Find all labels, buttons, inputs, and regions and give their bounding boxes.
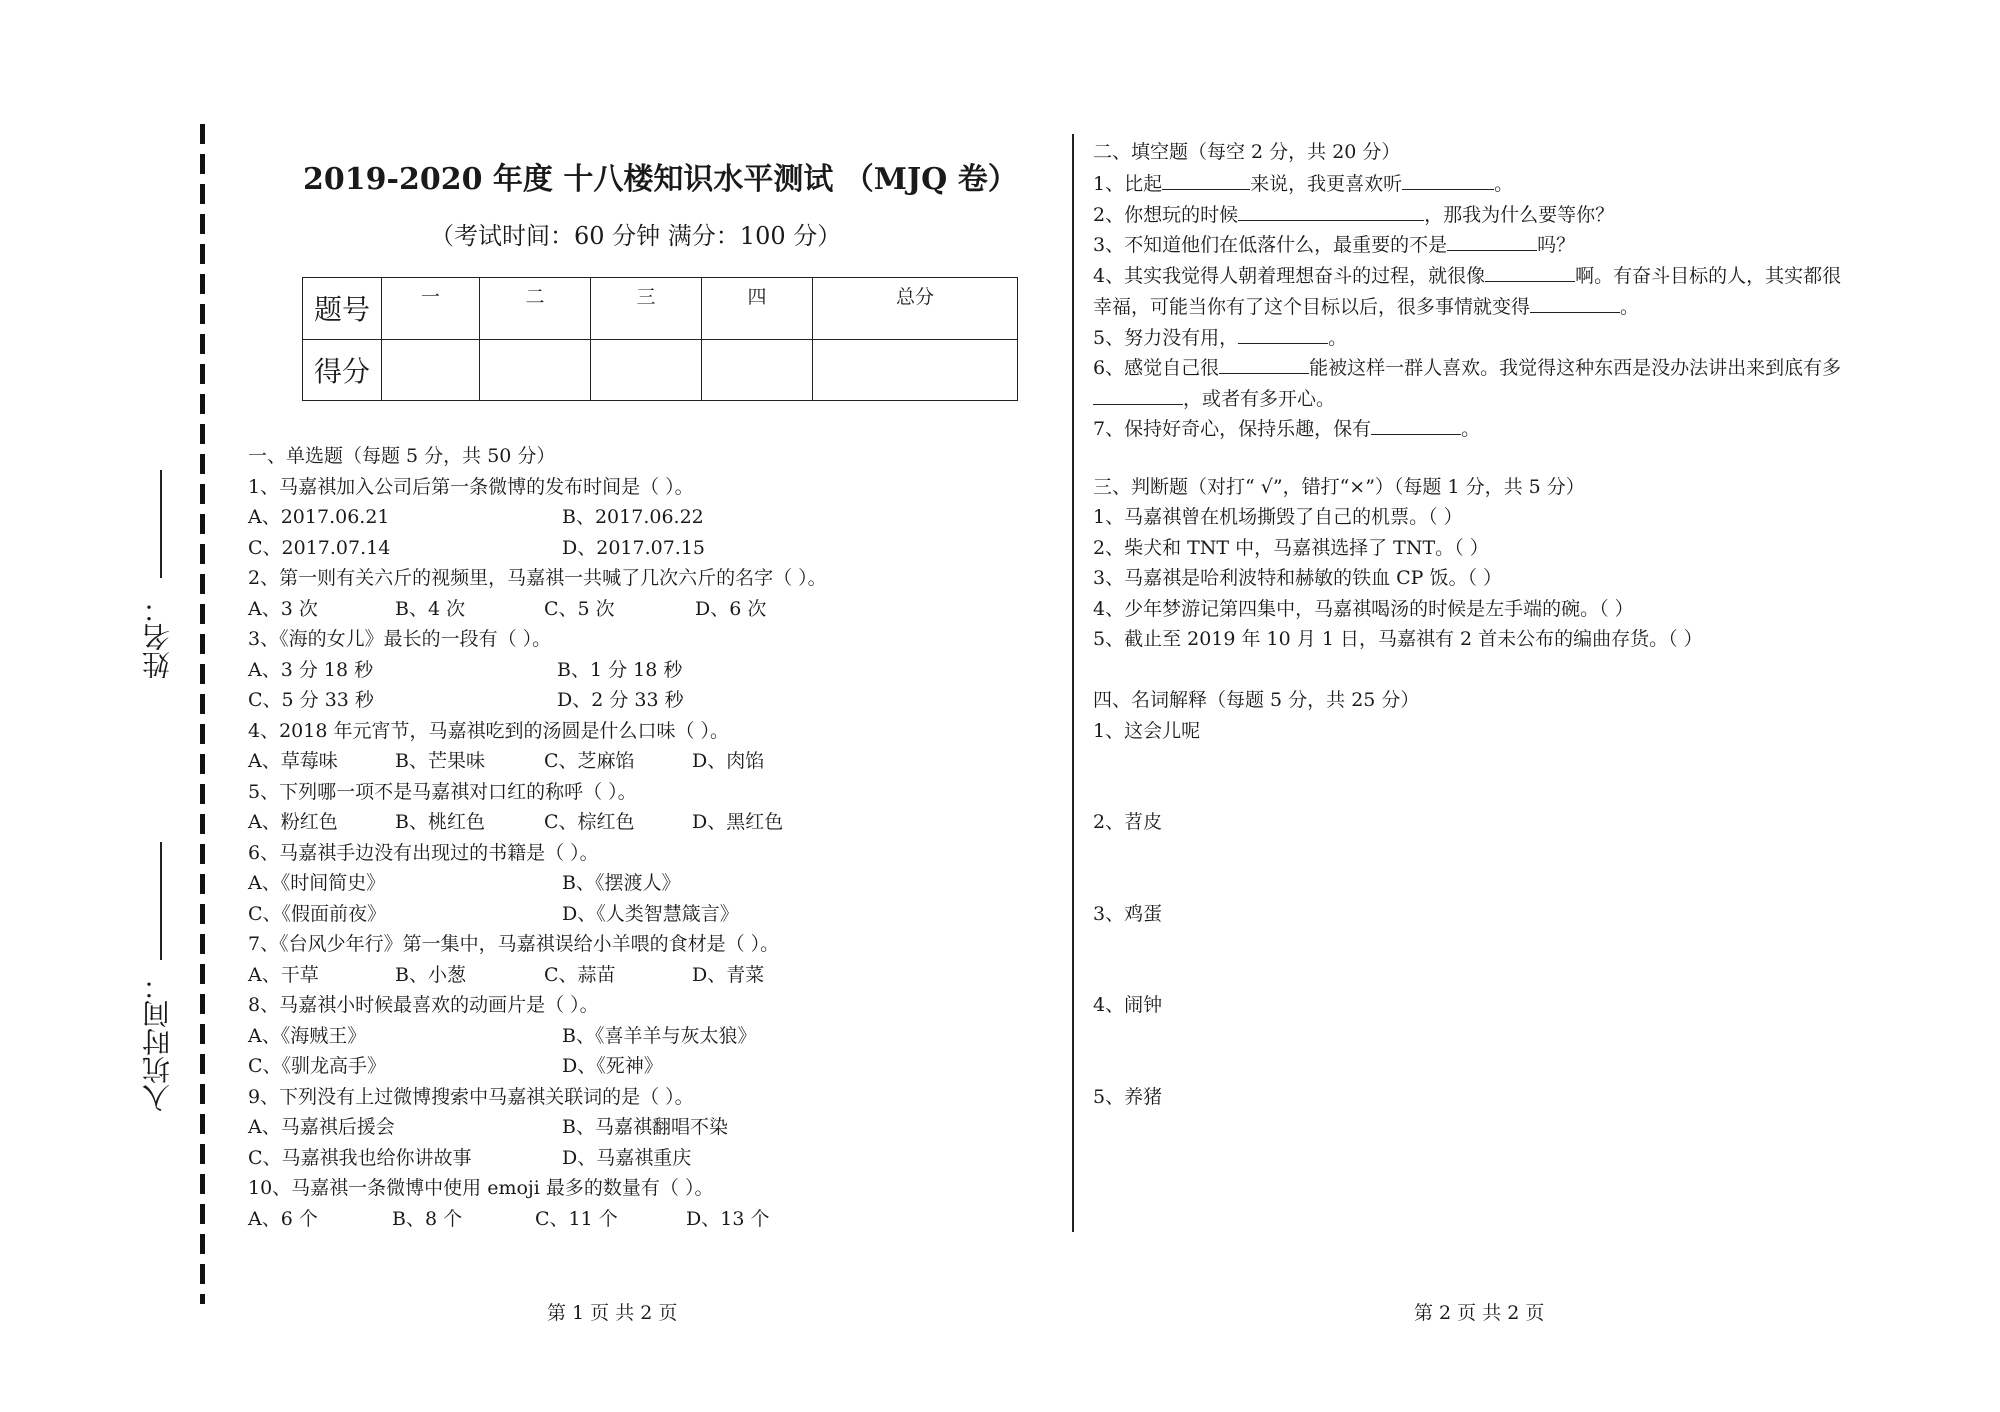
fill-text: 来说，我更喜欢听 (1250, 173, 1403, 195)
question-7: 7、《台风少年行》第一集中，马嘉祺误给小羊喂的食材是（ ）。 (248, 933, 780, 955)
fill-question-6 (1093, 358, 1841, 378)
question-6: 6、马嘉祺手边没有出现过的书籍是（ ）。 (248, 842, 599, 864)
option[interactable]: C、《假面前夜》 (248, 903, 387, 925)
option[interactable]: A、3 分 18 秒 (248, 659, 374, 681)
score-cell[interactable] (591, 339, 702, 401)
col-header-3: 三 (591, 278, 702, 340)
fill-text: 幸福，可能当你有了这个目标以后，很多事情就变得 (1093, 296, 1531, 318)
option[interactable]: C、棕红色 (544, 811, 635, 833)
option[interactable]: C、马嘉祺我也给你讲故事 (248, 1147, 472, 1169)
score-cell-total[interactable] (813, 339, 1018, 401)
fill-text: 吗？ (1537, 234, 1576, 256)
question-2: 2、第一则有关六斤的视频里，马嘉祺一共喊了几次六斤的名字（ ）。 (248, 567, 827, 589)
fill-question-5 (1093, 328, 1347, 348)
option[interactable]: B、马嘉祺翻唱不染 (562, 1116, 728, 1138)
score-table-row (303, 339, 1018, 401)
fill-blank[interactable] (1238, 205, 1424, 221)
option[interactable]: A、马嘉祺后援会 (248, 1116, 395, 1138)
fill-blank[interactable] (1219, 358, 1309, 374)
score-cell[interactable] (382, 339, 480, 401)
fill-text: 。 (1461, 418, 1481, 440)
fill-question-4-cont (1093, 297, 1639, 317)
term-item: 1、这会儿呢 (1093, 720, 1201, 742)
score-table-row (303, 278, 1018, 340)
fill-blank[interactable] (1485, 266, 1575, 282)
option[interactable]: B、《摆渡人》 (562, 872, 681, 894)
question-8: 8、马嘉祺小时候最喜欢的动画片是（ ）。 (248, 994, 599, 1016)
option[interactable]: B、芒果味 (395, 750, 485, 772)
fill-text: 。 (1620, 296, 1640, 318)
page-divider (1072, 134, 1074, 1232)
fill-text: 4、其实我觉得人朝着理想奋斗的过程，就很像 (1093, 265, 1486, 287)
fill-blank[interactable] (1530, 297, 1620, 313)
option[interactable]: C、11 个 (535, 1208, 618, 1230)
judge-item[interactable]: 2、柴犬和 TNT 中，马嘉祺选择了 TNT。（ ） (1093, 537, 1489, 559)
exam-title: 2019-2020 年度 十八楼知识水平测试 （MJQ 卷） (303, 162, 1018, 197)
fill-text: ，或者有多开心。 (1183, 388, 1336, 410)
option[interactable]: C、芝麻馅 (544, 750, 635, 772)
question-9: 9、下列没有上过微博搜索中马嘉祺关联词的是（ ）。 (248, 1086, 694, 1108)
option[interactable]: C、5 分 33 秒 (248, 689, 374, 711)
score-cell[interactable] (702, 339, 813, 401)
row-header-score: 得分 (303, 339, 382, 401)
judge-item[interactable]: 3、马嘉祺是哈利波特和赫敏的铁血 CP 饭。（ ） (1093, 567, 1503, 589)
option[interactable]: D、6 次 (695, 598, 767, 620)
option[interactable]: D、马嘉祺重庆 (562, 1147, 692, 1169)
fill-text: 7、保持好奇心，保持乐趣，保有 (1093, 418, 1372, 440)
term-item: 3、鸡蛋 (1093, 903, 1163, 925)
fill-text: 3、不知道他们在低落什么，最重要的不是 (1093, 234, 1448, 256)
option[interactable]: B、2017.06.22 (562, 506, 704, 528)
page-number-1: 第 1 页 共 2 页 (547, 1302, 678, 1324)
option[interactable]: A、《时间简史》 (248, 872, 386, 894)
fill-text: 1、比起 (1093, 173, 1163, 195)
term-item: 5、养猪 (1093, 1086, 1163, 1108)
option[interactable]: B、小葱 (395, 964, 466, 986)
col-header-1: 一 (382, 278, 480, 340)
option[interactable]: B、4 次 (395, 598, 466, 620)
option[interactable]: B、8 个 (392, 1208, 463, 1230)
fill-question-3 (1093, 235, 1575, 255)
fill-blank[interactable] (1162, 174, 1250, 190)
fill-question-2 (1093, 205, 1614, 225)
section3-title: 三、判断题（对打“ √”，错打“×”）（每题 1 分，共 5 分） (1093, 476, 1585, 498)
fill-question-4 (1093, 266, 1841, 286)
fill-blank[interactable] (1402, 174, 1494, 190)
binding-dashed-line (200, 124, 205, 1304)
col-header-4: 四 (702, 278, 813, 340)
fill-text: ，那我为什么要等你？ (1424, 204, 1615, 226)
option[interactable]: D、青菜 (692, 964, 765, 986)
option[interactable]: D、13 个 (686, 1208, 770, 1230)
entry-time-blank[interactable] (160, 842, 162, 960)
col-header-total: 总分 (813, 278, 1018, 340)
section1-title: 一、单选题（每题 5 分，共 50 分） (248, 445, 556, 467)
section2-title: 二、填空题（每空 2 分，共 20 分） (1093, 141, 1401, 163)
option[interactable]: C、蒜苗 (544, 964, 616, 986)
fill-text: 6、感觉自己很 (1093, 357, 1220, 379)
fill-question-7 (1093, 419, 1480, 439)
score-cell[interactable] (480, 339, 591, 401)
question-4: 4、2018 年元宵节，马嘉祺吃到的汤圆是什么口味（ ）。 (248, 720, 730, 742)
question-1: 1、马嘉祺加入公司后第一条微博的发布时间是（ ）。 (248, 476, 694, 498)
name-label: 姓名： (141, 595, 174, 679)
option[interactable]: B、1 分 18 秒 (557, 659, 683, 681)
option[interactable]: A、3 次 (248, 598, 318, 620)
entry-time-label: 入坑时间： (141, 972, 174, 1112)
option[interactable]: D、《死神》 (562, 1055, 663, 1077)
option[interactable]: C、《驯龙高手》 (248, 1055, 387, 1077)
option[interactable]: B、桃红色 (395, 811, 485, 833)
option[interactable]: B、《喜羊羊与灰太狼》 (562, 1025, 757, 1047)
option[interactable]: A、2017.06.21 (248, 506, 390, 528)
fill-text: 。 (1494, 173, 1514, 195)
option[interactable]: C、5 次 (544, 598, 615, 620)
option[interactable]: A、6 个 (248, 1208, 318, 1230)
option[interactable]: D、2 分 33 秒 (557, 689, 684, 711)
fill-text: 2、你想玩的时候 (1093, 204, 1239, 226)
fill-blank[interactable] (1447, 235, 1537, 251)
fill-text: 5、努力没有用， (1093, 327, 1239, 349)
fill-text: 。 (1328, 327, 1348, 349)
question-5: 5、下列哪一项不是马嘉祺对口红的称呼（ ）。 (248, 781, 637, 803)
page-number-2: 第 2 页 共 2 页 (1414, 1302, 1545, 1324)
score-table (302, 277, 1018, 401)
option[interactable]: A、《海贼王》 (248, 1025, 367, 1047)
exam-subtitle: （考试时间：60 分钟 满分：100 分） (430, 222, 842, 250)
option[interactable]: A、干草 (248, 964, 319, 986)
option[interactable]: D、2017.07.15 (562, 537, 706, 559)
section4-title: 四、名词解释（每题 5 分，共 25 分） (1093, 689, 1420, 711)
fill-blank[interactable] (1238, 328, 1328, 344)
fill-question-1 (1093, 174, 1513, 194)
option[interactable]: D、黑红色 (692, 811, 784, 833)
question-10: 10、马嘉祺一条微博中使用 emoji 最多的数量有（ ）。 (248, 1177, 714, 1199)
option[interactable]: D、《人类智慧箴言》 (562, 903, 739, 925)
judge-item[interactable]: 1、马嘉祺曾在机场撕毁了自己的机票。（ ） (1093, 506, 1463, 528)
col-header-2: 二 (480, 278, 591, 340)
term-item: 2、苕皮 (1093, 811, 1163, 833)
name-blank[interactable] (160, 470, 162, 578)
fill-blank[interactable] (1093, 389, 1183, 405)
fill-text: 啊。有奋斗目标的人，其实都很 (1575, 265, 1842, 287)
fill-question-6-cont (1093, 389, 1335, 409)
option[interactable]: D、肉馅 (692, 750, 765, 772)
option[interactable]: A、粉红色 (248, 811, 338, 833)
fill-blank[interactable] (1371, 419, 1461, 435)
question-3: 3、《海的女儿》最长的一段有（ ）。 (248, 628, 552, 650)
judge-item[interactable]: 5、截止至 2019 年 10 月 1 日，马嘉祺有 2 首未公布的编曲存货。（ ） (1093, 628, 1703, 650)
option[interactable]: A、草莓味 (248, 750, 338, 772)
fill-text: 能被这样一群人喜欢。我觉得这种东西是没办法讲出来到底有多 (1309, 357, 1842, 379)
row-header-question-number: 题号 (303, 278, 382, 340)
option[interactable]: C、2017.07.14 (248, 537, 391, 559)
term-item: 4、闹钟 (1093, 994, 1163, 1016)
judge-item[interactable]: 4、少年梦游记第四集中，马嘉祺喝汤的时候是左手端的碗。（ ） (1093, 598, 1634, 620)
